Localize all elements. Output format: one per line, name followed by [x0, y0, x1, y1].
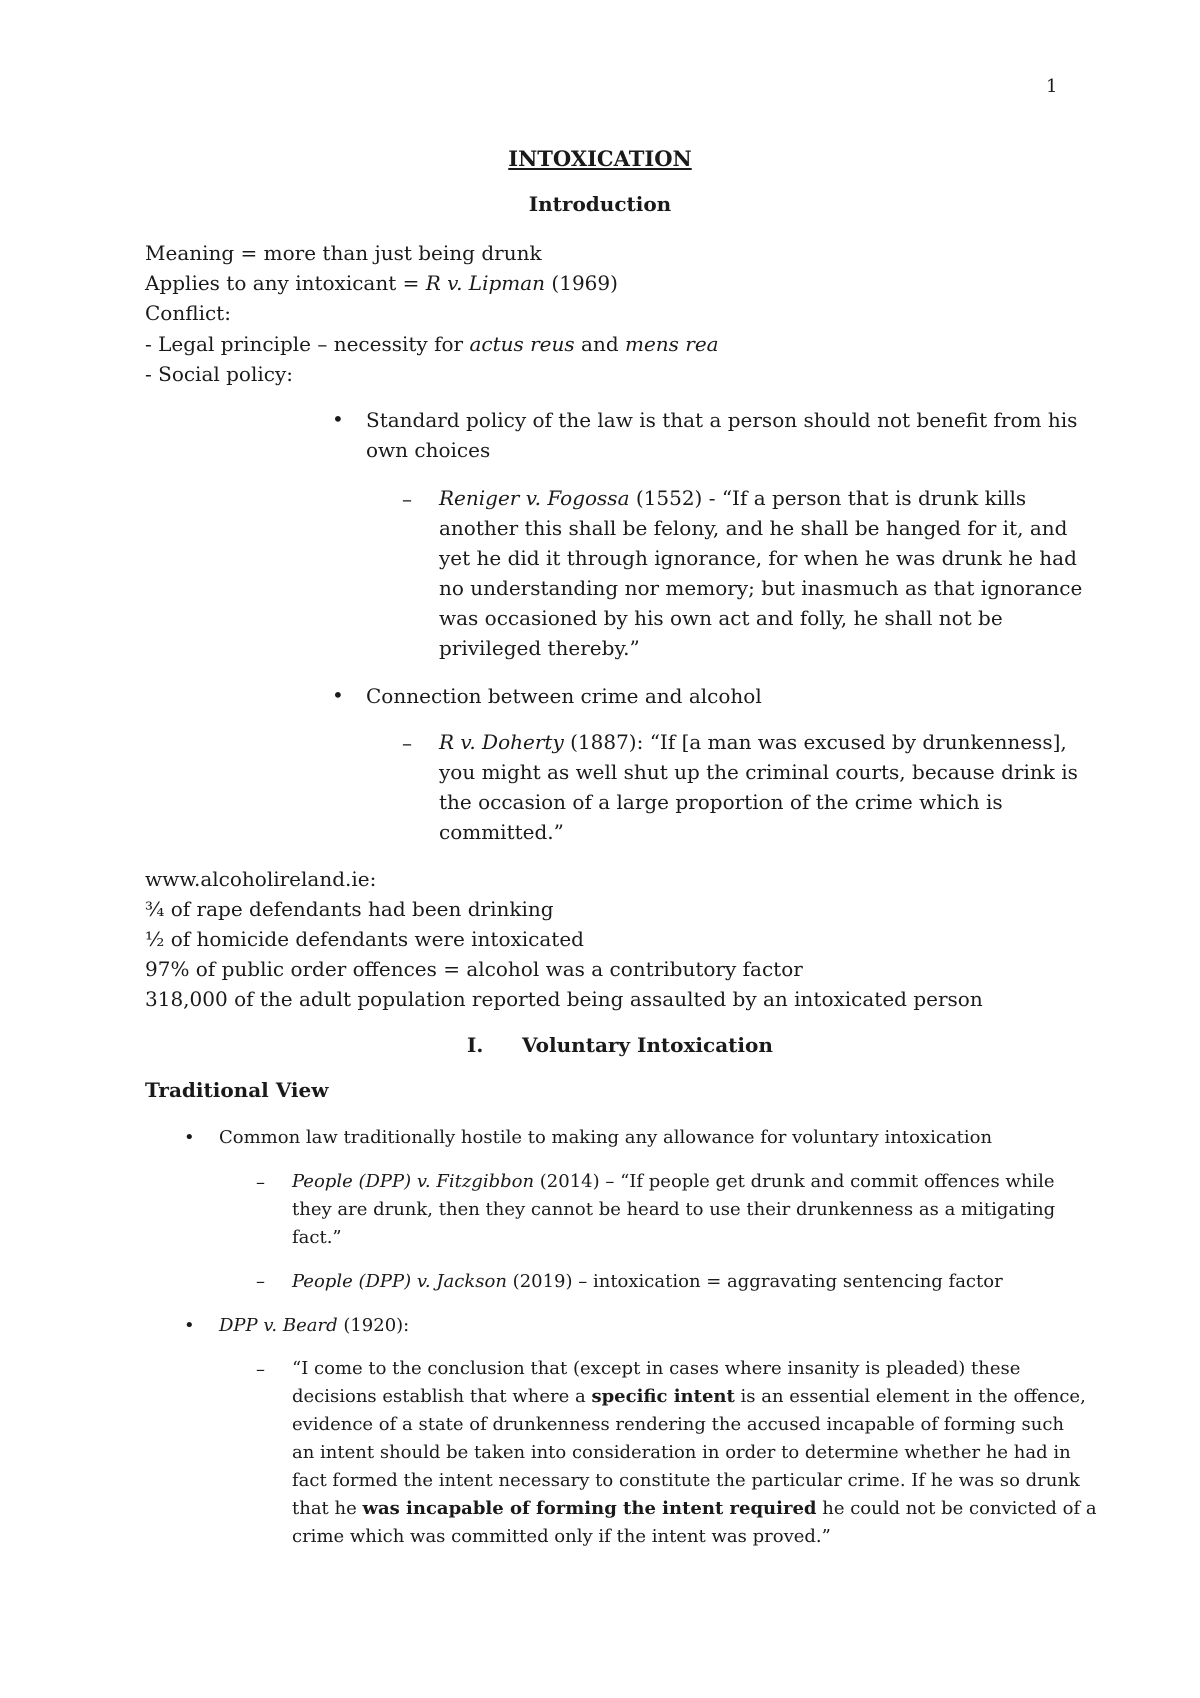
quote-reniger — [439, 483, 1082, 663]
quote-line: they are drunk, then they cannot be heard to use their drunkenness as a mitigating — [292, 1199, 1056, 1220]
emphasis-specific-intent: specific intent — [591, 1386, 735, 1407]
quote-text: (1887): “If [a man was excused by drunkenness], — [563, 730, 1067, 754]
case-lipman: R v. Lipman — [425, 271, 546, 295]
bullet-text-line: Standard policy of the law is that a person should not benefit from his — [366, 408, 1078, 432]
quote-text: that he — [292, 1498, 363, 1519]
stat-assaulted: 318,000 of the adult population reported being assaulted by an intoxicated person — [145, 987, 983, 1011]
subheading-traditional-view: Traditional View — [145, 1078, 329, 1102]
quote-line: was occasioned by his own act and folly, he shall not be — [439, 606, 1003, 630]
quote-line: an intent should be taken into consideration in order to determine whether he had in — [292, 1442, 1071, 1463]
dash-marker: – — [402, 731, 412, 755]
bullet-marker: • — [184, 1127, 195, 1148]
quote-line: no understanding nor memory; but inasmuch as that ignorance — [439, 576, 1083, 600]
quote-beard — [292, 1355, 1097, 1551]
dash-marker: – — [256, 1271, 265, 1292]
bullet-text-line: Connection between crime and alcohol — [366, 684, 762, 708]
legal-prefix: - Legal principle – necessity for — [145, 332, 470, 356]
bullet-common-law: Common law traditionally hostile to making any allowance for voluntary intoxication — [219, 1127, 993, 1148]
meaning-line: Meaning = more than just being drunk — [145, 241, 542, 265]
bullet-crime-alcohol — [366, 681, 762, 711]
emphasis-incapable: was incapable of forming the intent required — [362, 1498, 817, 1519]
quote-text: (1552) - “If a person that is drunk kills — [629, 486, 1027, 510]
quote-line: fact formed the intent necessary to constitute the particular crime. If he was so drunk — [292, 1470, 1080, 1491]
case-jackson: People (DPP) v. Jackson — [292, 1271, 507, 1292]
quote-fitzgibbon — [292, 1168, 1055, 1252]
applies-line — [145, 271, 618, 295]
stat-rape: ¾ of rape defendants had been drinking — [145, 897, 554, 921]
heading-introduction: Introduction — [528, 192, 672, 216]
dash-marker: – — [256, 1172, 265, 1193]
applies-year: (1969) — [545, 271, 618, 295]
case-beard: DPP v. Beard — [219, 1315, 338, 1336]
dash-marker: – — [256, 1359, 265, 1380]
quote-text: he could not be convicted of a — [816, 1498, 1097, 1519]
bullet-marker: • — [332, 683, 344, 707]
quote-line: yet he did it through ignorance, for when he was drunk he had — [439, 546, 1077, 570]
bullet-beard — [219, 1315, 409, 1336]
quote-text: decisions establish that where a — [292, 1386, 592, 1407]
quote-line: evidence of a state of drunkenness rendering the accused incapable of forming such — [292, 1414, 1065, 1435]
term-mens-rea: mens rea — [624, 332, 719, 356]
quote-line — [292, 1495, 1097, 1523]
quote-line — [439, 727, 1078, 757]
quote-line: fact.” — [292, 1227, 342, 1248]
case-reniger: Reniger v. Fogossa — [439, 486, 630, 510]
quote-text: is an essential element in the offence, — [734, 1386, 1086, 1407]
term-actus-reus: actus reus — [469, 332, 575, 356]
quote-line: “I come to the conclusion that (except in cases where insanity is pleaded) these — [292, 1358, 1021, 1379]
bullet-marker: • — [184, 1315, 195, 1336]
document-title: INTOXICATION — [508, 146, 692, 171]
quote-line: privileged thereby.” — [439, 636, 640, 660]
social-policy-line: - Social policy: — [145, 362, 294, 386]
stats-source-link[interactable]: www.alcoholireland.ie: — [145, 867, 377, 891]
section-title: Voluntary Intoxication — [522, 1033, 773, 1057]
beard-year: (1920): — [337, 1315, 410, 1336]
case-fitzgibbon: People (DPP) v. Fitzgibbon — [292, 1171, 535, 1192]
stat-public-order: 97% of public order offences = alcohol was a contributory factor — [145, 957, 803, 981]
legal-and: and — [574, 332, 625, 356]
jackson-text: (2019) – intoxication = aggravating sentencing factor — [506, 1271, 1003, 1292]
quote-doherty — [439, 727, 1078, 847]
section-number: I. — [467, 1033, 484, 1057]
bullet-marker: • — [332, 407, 344, 431]
quote-line: you might as well shut up the criminal courts, because drink is — [439, 760, 1078, 784]
bullet-standard-policy — [366, 405, 1077, 465]
quote-line: the occasion of a large proportion of the crime which is — [439, 790, 1003, 814]
applies-prefix: Applies to any intoxicant = — [145, 271, 426, 295]
quote-line — [292, 1383, 1097, 1411]
quote-line — [292, 1168, 1055, 1196]
quote-line — [439, 483, 1082, 513]
quote-text: (2014) – “If people get drunk and commit offences while — [534, 1171, 1055, 1192]
stat-homicide: ½ of homicide defendants were intoxicated — [145, 927, 584, 951]
conflict-line: Conflict: — [145, 301, 231, 325]
page-number: 1 — [1046, 76, 1058, 97]
jackson-line — [292, 1271, 1003, 1292]
quote-line: crime which was committed only if the intent was proved.” — [292, 1526, 831, 1547]
case-doherty: R v. Doherty — [439, 730, 564, 754]
quote-line: another this shall be felony, and he shall be hanged for it, and — [439, 516, 1068, 540]
dash-marker: – — [402, 487, 412, 511]
quote-line: committed.” — [439, 820, 564, 844]
legal-principle-line — [145, 332, 719, 356]
bullet-text-line: own choices — [366, 438, 491, 462]
